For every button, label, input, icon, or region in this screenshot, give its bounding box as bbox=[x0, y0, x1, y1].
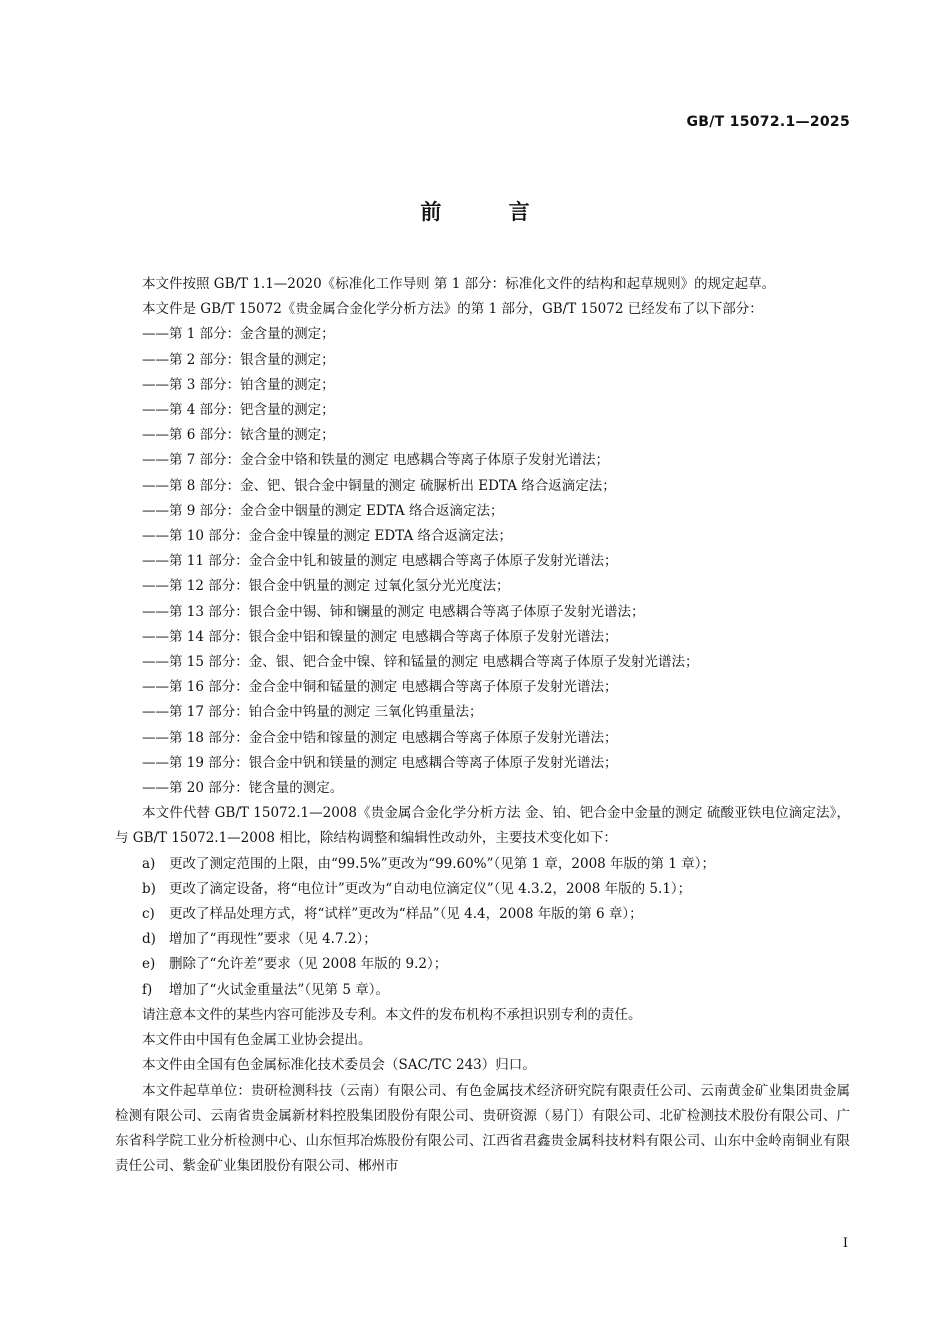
item-text: 删除了“允许差”要求（见 2008 年版的 9.2）； bbox=[169, 956, 448, 973]
list-item: ——第 18 部分：金合金中锆和镓量的测定 电感耦合等离子体原子发射光谱法； bbox=[142, 729, 618, 746]
list-item: ——第 3 部分：铂含量的测定； bbox=[142, 376, 335, 393]
item-label: f) bbox=[142, 981, 153, 998]
paragraph-series-intro: 本文件是 GB/T 15072《贵金属合金化学分析方法》的第 1 部分，GB/T 15072 已经发布了以下部分： bbox=[142, 301, 763, 318]
item-text: 更改了样品处理方式，将“试样”更改为“样品”（见 4.4，2008 年版的第 6 章）； bbox=[169, 906, 643, 923]
standard-code: GB/T 15072.1—2025 bbox=[686, 114, 850, 130]
list-item: ——第 2 部分：银含量的测定； bbox=[142, 351, 335, 368]
paragraph-patent-notice: 请注意本文件的某些内容可能涉及专利。本文件的发布机构不承担识别专利的责任。 bbox=[142, 1006, 642, 1023]
item-text: 更改了测定范围的上限，由“99.5%”更改为“99.60%”（见第 1 章，2008 年版的第 1 章）； bbox=[169, 855, 715, 872]
paragraph-replacement: 本文件代替 GB/T 15072.1—2008《贵金属合金化学分析方法 金、铂、钯合金中金量的测定 硫酸亚铁电位滴定法》，与 GB/T 15072.1—2008 相比，除结构调整和编辑性改动外，主要技术变化如下： bbox=[115, 805, 850, 847]
list-item: ——第 15 部分：金、银、钯合金中镍、锌和锰量的测定 电感耦合等离子体原子发射光谱法； bbox=[142, 654, 699, 671]
item-label: c) bbox=[142, 906, 155, 923]
item-label: d) bbox=[142, 931, 156, 948]
page-number: I bbox=[842, 1236, 848, 1251]
list-item: ——第 19 部分：银合金中钒和镁量的测定 电感耦合等离子体原子发射光谱法； bbox=[142, 754, 618, 771]
list-item: ——第 17 部分：铂合金中钨量的测定 三氧化钨重量法； bbox=[142, 704, 483, 721]
list-item: ——第 6 部分：铱含量的测定； bbox=[142, 427, 335, 444]
list-item: ——第 7 部分：金合金中铬和铁量的测定 电感耦合等离子体原子发射光谱法； bbox=[142, 452, 609, 469]
item-text: 更改了滴定设备，将“电位计”更改为“自动电位滴定仪”（见 4.3.2，2008 年版的 5.1）； bbox=[169, 880, 692, 897]
list-item: ——第 14 部分：银合金中铝和镍量的测定 电感耦合等离子体原子发射光谱法； bbox=[142, 628, 618, 645]
list-item: ——第 16 部分：金合金中铜和锰量的测定 电感耦合等离子体原子发射光谱法； bbox=[142, 679, 618, 696]
item-text: 增加了“火试金重量法”（见第 5 章）。 bbox=[169, 981, 389, 998]
list-item bbox=[115, 978, 850, 1003]
parts-list bbox=[115, 322, 850, 801]
paragraph-drafting-units: 本文件起草单位：贵研检测科技（云南）有限公司、有色金属技术经济研究院有限责任公司、云南黄金矿业集团贵金属检测有限公司、云南省贵金属新材料控股集团股份有限公司、贵研资源（易门）有限公司、北矿检测技术股份有限公司、广东省科学院工业分析检测中心、山东恒邦冶炼股份有限公司、江西省君鑫贵金属科技材料有限公司、山东中金岭南铜业有限责任公司、紫金矿业集团股份有限公司、郴州市 bbox=[115, 1082, 850, 1175]
list-item: ——第 8 部分：金、钯、银合金中铜量的测定 硫脲析出 EDTA 络合返滴定法； bbox=[142, 477, 616, 494]
page-title: 前 言 bbox=[420, 200, 560, 224]
list-item: ——第 13 部分：银合金中锡、铈和镧量的测定 电感耦合等离子体原子发射光谱法； bbox=[142, 603, 645, 620]
list-item: ——第 12 部分：银合金中钒量的测定 过氧化氢分光光度法； bbox=[142, 578, 510, 595]
list-item bbox=[115, 927, 850, 952]
paragraph-committee: 本文件由全国有色金属标准化技术委员会（SAC/TC 243）归口。 bbox=[142, 1057, 536, 1074]
item-label: a) bbox=[142, 855, 156, 872]
list-item bbox=[115, 852, 850, 877]
list-item: ——第 10 部分：金合金中镍量的测定 EDTA 络合返滴定法； bbox=[142, 528, 513, 545]
foreword-body bbox=[115, 272, 850, 1179]
list-item: ——第 20 部分：铑含量的测定。 bbox=[142, 780, 344, 797]
item-text: 增加了“再现性”要求（见 4.7.2）； bbox=[169, 931, 377, 948]
list-item: ——第 9 部分：金合金中铟量的测定 EDTA 络合返滴定法； bbox=[142, 502, 504, 519]
paragraph-proposer: 本文件由中国有色金属工业协会提出。 bbox=[142, 1032, 372, 1049]
list-item: ——第 4 部分：钯含量的测定； bbox=[142, 402, 335, 419]
item-label: e) bbox=[142, 956, 156, 973]
list-item bbox=[115, 902, 850, 927]
changes-list bbox=[115, 852, 850, 1003]
item-label: b) bbox=[142, 880, 156, 897]
list-item bbox=[115, 877, 850, 902]
list-item: ——第 11 部分：金合金中钆和铍量的测定 电感耦合等离子体原子发射光谱法； bbox=[142, 553, 618, 570]
paragraph-drafting-rule: 本文件按照 GB/T 1.1—2020《标准化工作导则 第 1 部分：标准化文件的结构和起草规则》的规定起草。 bbox=[142, 276, 776, 292]
list-item: ——第 1 部分：金含量的测定； bbox=[142, 326, 335, 343]
list-item bbox=[115, 952, 850, 977]
